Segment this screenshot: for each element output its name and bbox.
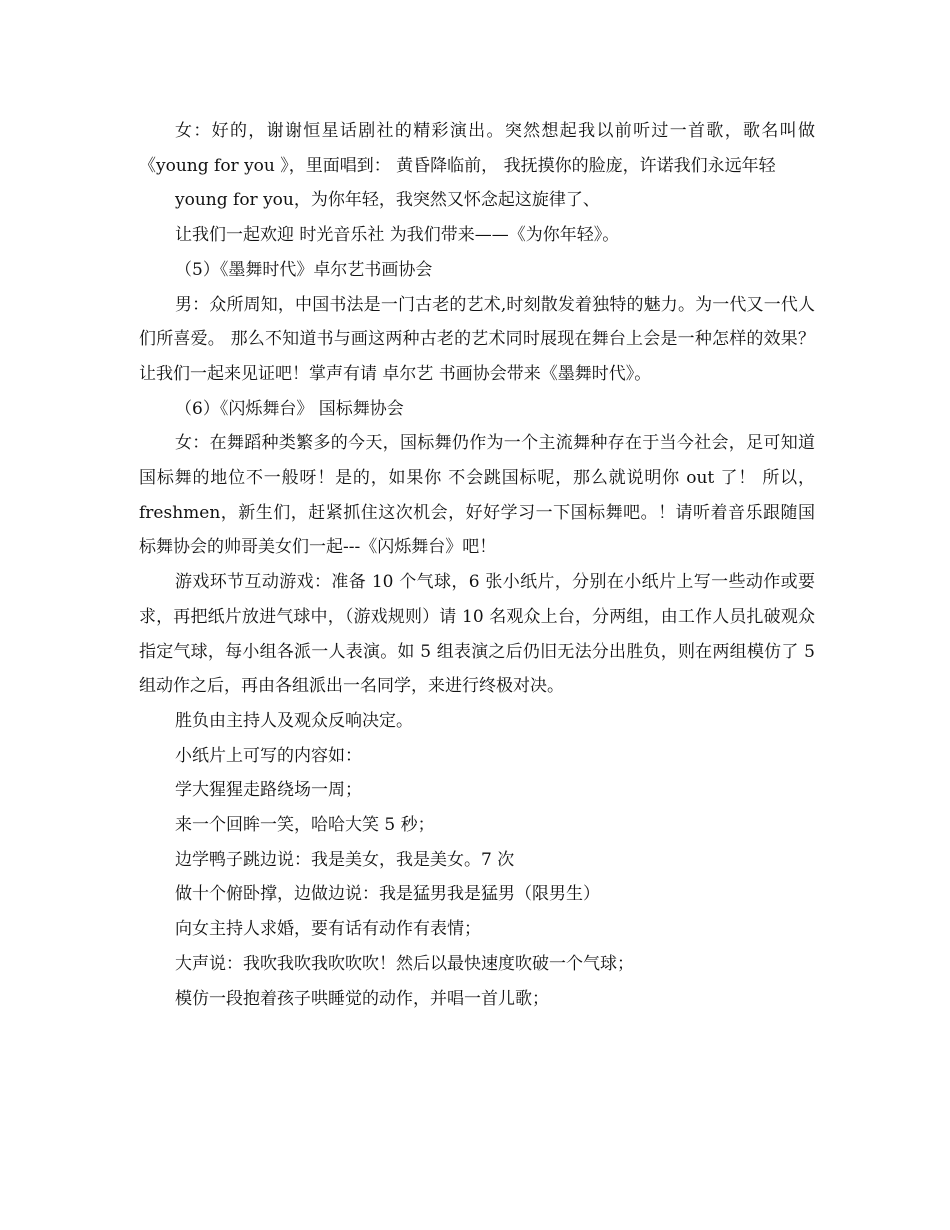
paragraph-welcome-music-club: 让我们一起欢迎 时光音乐社 为我们带来——《为你年轻》。	[175, 225, 620, 246]
paragraph-host-male-calligraphy: 男：众所周知，中国书法是一门古老的艺术,时刻散发着独特的魅力。为一代又一代人们所喜爱。 那么不知道书与画这两种古老的艺术同时展现在舞台上会是一种怎样的效果？让我们一起来见证吧！掌声有请 卓尔艺 书画协会带来《墨舞时代》。	[139, 294, 815, 384]
program-heading-5: （5）《墨舞时代》卓尔艺书画协会	[175, 259, 433, 280]
list-item-smile-laugh: 来一个回眸一笑，哈哈大笑 5 秒；	[175, 815, 435, 836]
program-heading-6: （6）《闪烁舞台》 国标舞协会	[175, 398, 404, 419]
list-item-lullaby: 模仿一段抱着孩子哄睡觉的动作，并唱一首儿歌；	[175, 988, 549, 1009]
paragraph-paper-content-intro: 小纸片上可写的内容如：	[175, 745, 362, 766]
paragraph-young-for-you-melody: young for you，为你年轻，我突然又怀念起这旋律了、	[175, 190, 600, 211]
list-item-gorilla-walk: 学大猩猩走路绕场一周；	[175, 780, 362, 801]
list-item-pushups: 做十个俯卧撑，边做边说：我是猛男我是猛男（限男生）	[175, 884, 600, 905]
paragraph-winner-decision: 胜负由主持人及观众反响决定。	[175, 710, 413, 731]
list-item-propose: 向女主持人求婚，要有话有动作有表情；	[175, 919, 481, 940]
document-body	[139, 114, 815, 1016]
paragraph-host-female-young-for-you: 女：好的，谢谢恒星话剧社的精彩演出。突然想起我以前听过一首歌，歌名叫做《young for you 》，里面唱到： 黄昏降临前， 我抚摸你的脸庞，许诺我们永远年轻	[139, 121, 815, 176]
list-item-blow-balloon: 大声说：我吹我吹我吹吹吹！然后以最快速度吹破一个气球；	[175, 953, 634, 974]
list-item-duck-jump: 边学鸭子跳边说：我是美女，我是美女。7 次	[175, 849, 515, 870]
paragraph-host-female-ballroom: 女：在舞蹈种类繁多的今天，国标舞仍作为一个主流舞种存在于当今社会，足可知道国标舞的地位不一般呀！是的，如果你 不会跳国标呢，那么就说明你 out 了！ 所以，freshmen，新生们，赶紧抓住这次机会，好好学习一下国标舞吧。！请听着音乐跟随国标舞协会的帅哥美女们一起---《闪烁舞台》吧！	[139, 433, 815, 558]
paragraph-game-rules: 游戏环节互动游戏：准备 10 个气球，6 张小纸片，分别在小纸片上写一些动作或要求，再把纸片放进气球中，（游戏规则）请 10 名观众上台，分两组，由工作人员扎破观众指定气球，每小组各派一人表演。如 5 组表演之后仍旧无法分出胜负，则在两组模仿了 5 组动作之后，再由各组派出一名同学，来进行终极对决。	[139, 572, 815, 697]
